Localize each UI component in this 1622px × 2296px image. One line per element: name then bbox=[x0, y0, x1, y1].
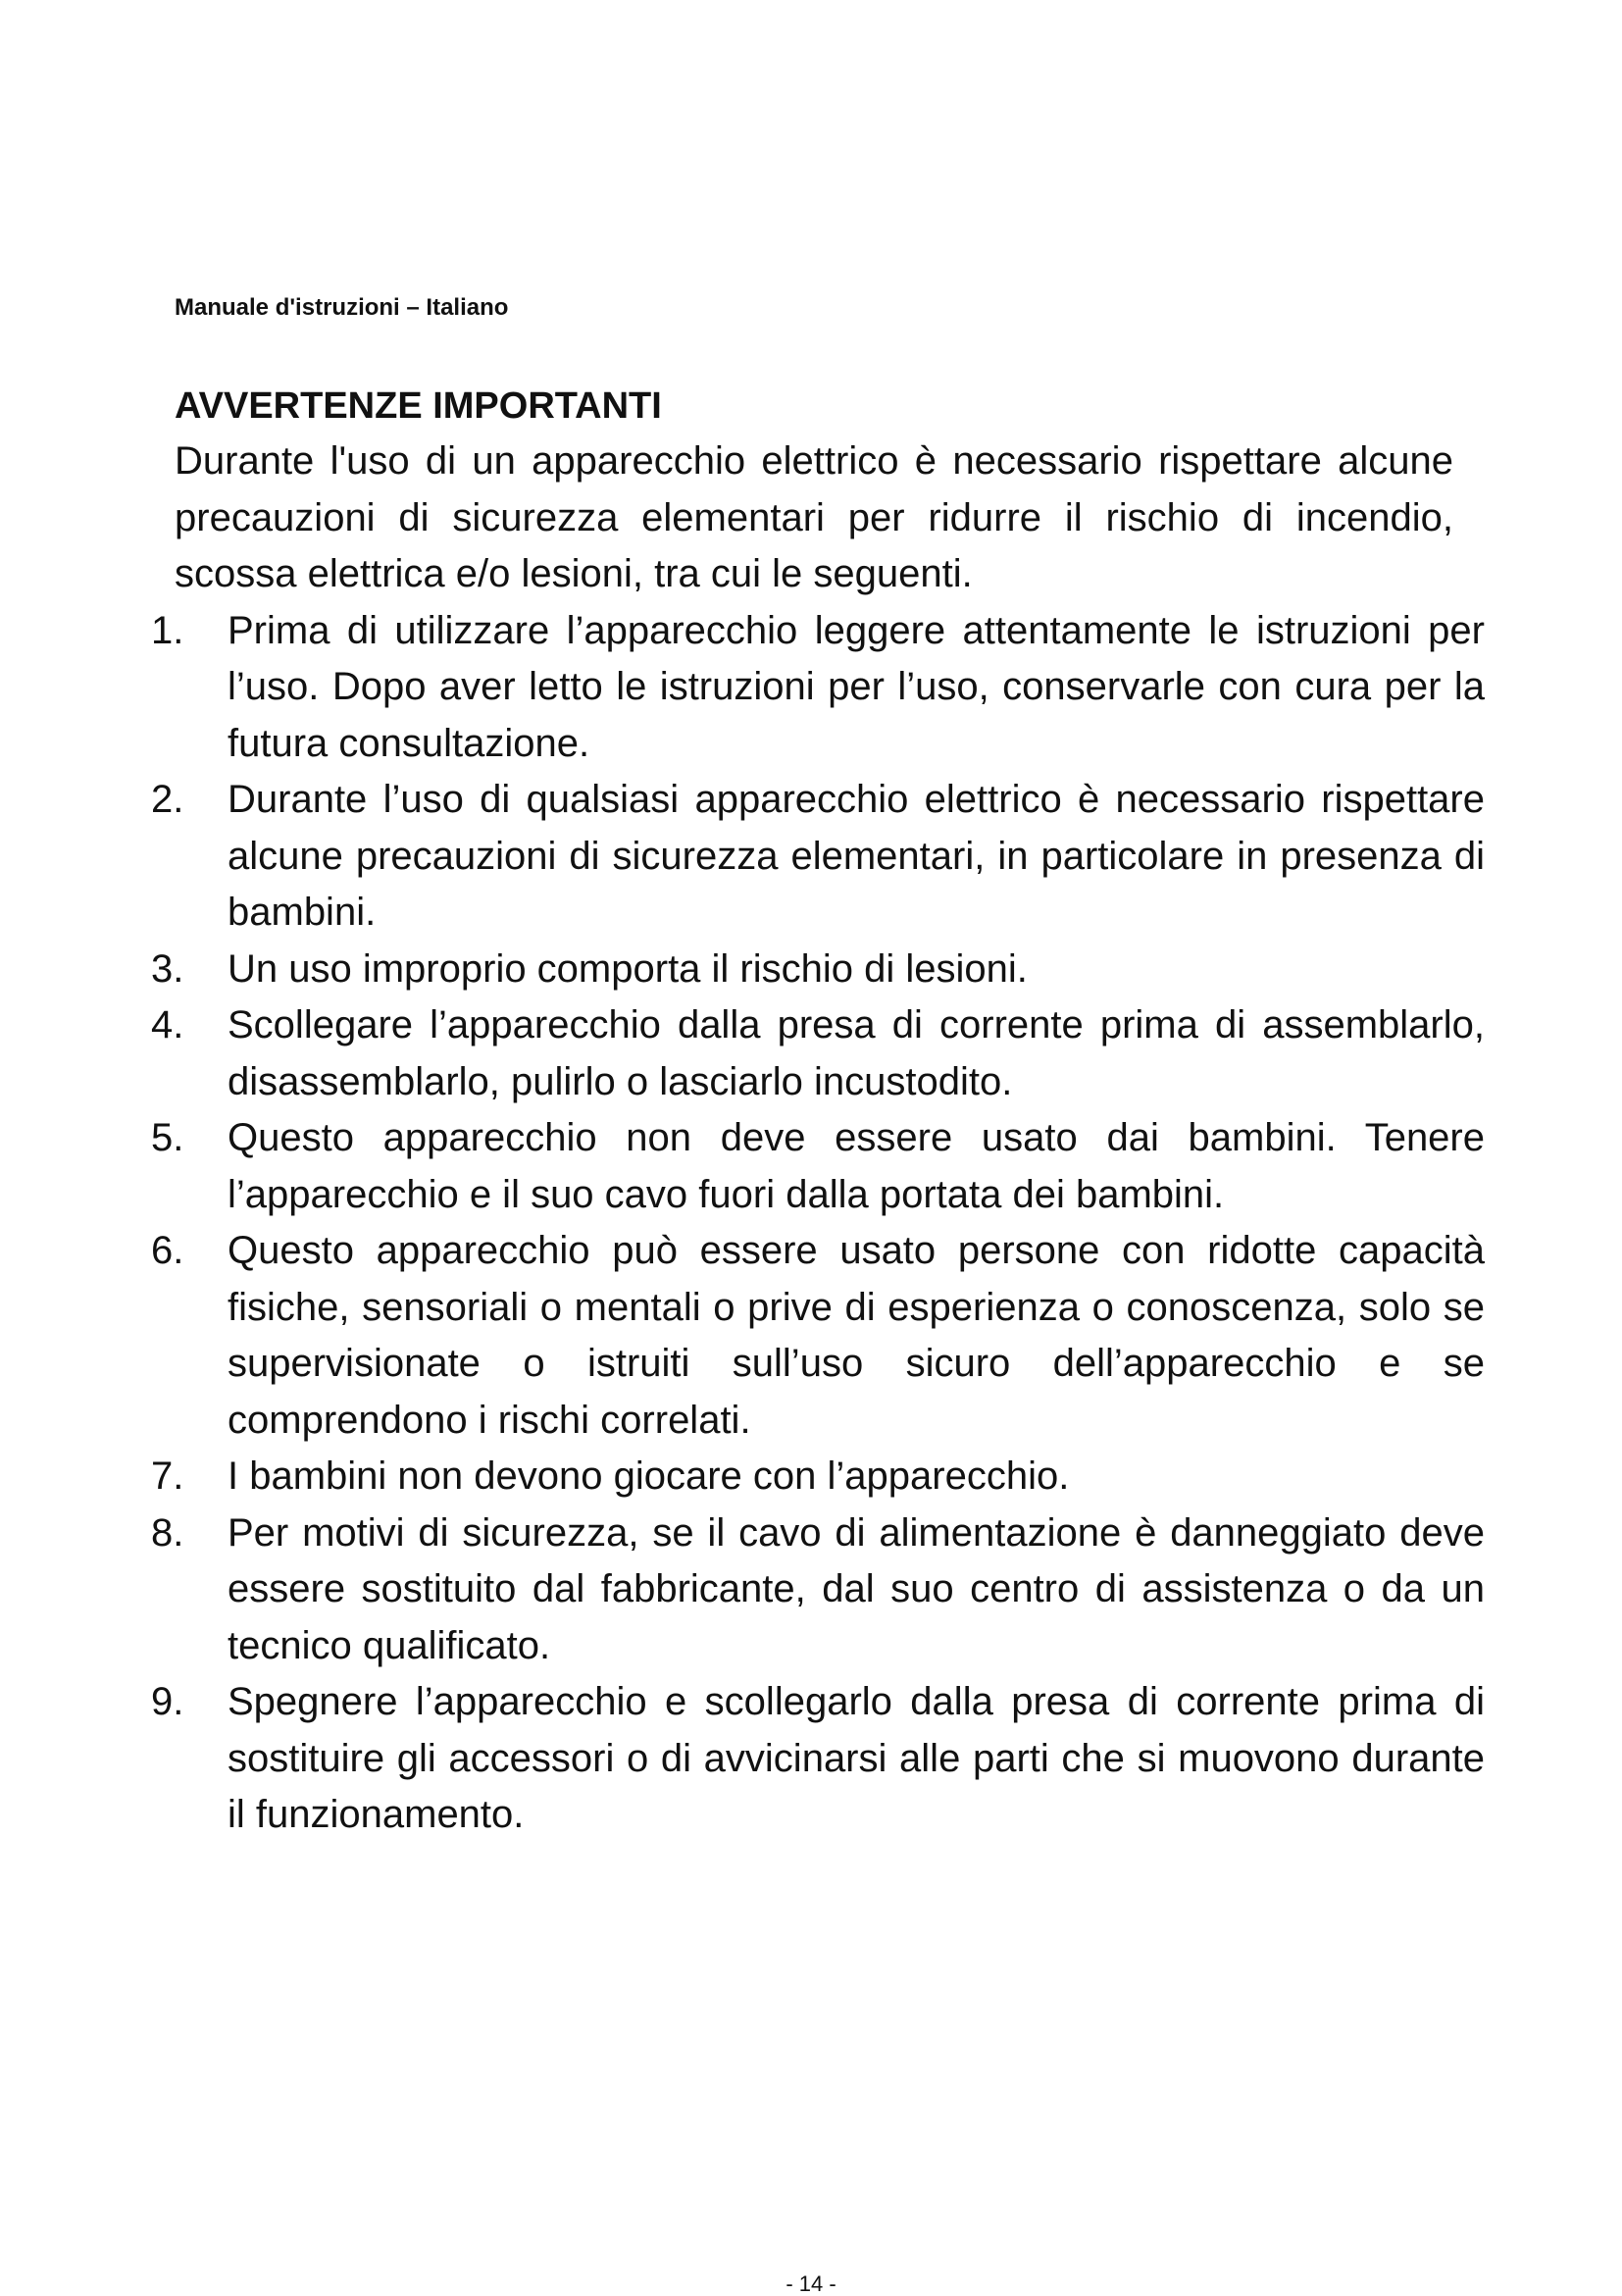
list-item bbox=[151, 1449, 1485, 1505]
section-title: AVVERTENZE IMPORTANTI bbox=[175, 385, 662, 427]
list-item-number: 3. bbox=[151, 946, 184, 991]
list-item-text: Spegnere l’apparecchio e scollegarlo dalla presa di corrente prima di sostituire gli accessori o di avvicinarsi alle parti che si muovono durante il funzionamento. bbox=[228, 1680, 1485, 1836]
document-body bbox=[151, 379, 1485, 1844]
list-item-number: 8. bbox=[151, 1510, 184, 1555]
list-item bbox=[151, 1110, 1485, 1223]
list-item-number: 4. bbox=[151, 1003, 184, 1046]
list-item-text: Prima di utilizzare l’apparecchio leggere attentamente le istruzioni per l’uso. Dopo aver letto le istruzioni per l’uso, conservarle con cura per la futura consultazione. bbox=[228, 608, 1485, 765]
list-item-text: Durante l’uso di qualsiasi apparecchio elettrico è necessario rispettare alcune precauzioni di sicurezza elementari, in particolare in presenza di bambini. bbox=[228, 778, 1485, 934]
list-item bbox=[151, 997, 1485, 1110]
list-item bbox=[151, 1223, 1485, 1449]
list-item bbox=[151, 1505, 1485, 1675]
list-item bbox=[151, 1674, 1485, 1844]
list-item-text: Questo apparecchio non deve essere usato dai bambini. Tenere l’apparecchio e il suo cavo fuori dalla portata dei bambini. bbox=[228, 1116, 1485, 1216]
list-item bbox=[151, 603, 1485, 773]
list-item bbox=[151, 772, 1485, 942]
list-item-number: 9. bbox=[151, 1680, 184, 1723]
page-number: - 14 - bbox=[786, 2271, 836, 2296]
list-item-text: Questo apparecchio può essere usato persone con ridotte capacità fisiche, sensoriali o mentali o prive di esperienza o conoscenza, solo se supervisionate o istruiti sull’uso sicuro dell’apparecchio e se comprendono i rischi correlati. bbox=[228, 1229, 1485, 1442]
list-item-number: 5. bbox=[151, 1116, 184, 1159]
list-item-number: 7. bbox=[151, 1454, 184, 1498]
list-item-text: Scollegare l’apparecchio dalla presa di corrente prima di assemblarlo, disassemblarlo, pulirlo o lasciarlo incustodito. bbox=[228, 1003, 1485, 1103]
list-item-text: Per motivi di sicurezza, se il cavo di alimentazione è danneggiato deve essere sostituito dal fabbricante, dal suo centro di assistenza o da un tecnico qualificato. bbox=[228, 1510, 1485, 1667]
list-item-number: 1. bbox=[151, 608, 184, 652]
list-item-text: Un uso improprio comporta il rischio di lesioni. bbox=[228, 946, 1028, 991]
list-item bbox=[151, 942, 1485, 998]
list-item-number: 2. bbox=[151, 778, 184, 821]
list-item-text: I bambini non devono giocare con l’apparecchio. bbox=[228, 1454, 1070, 1498]
running-header: Manuale d'istruzioni – Italiano bbox=[175, 294, 509, 321]
list-item-number: 6. bbox=[151, 1229, 184, 1272]
intro-paragraph: Durante l'uso di un apparecchio elettrico è necessario rispettare alcune precauzioni di sicurezza elementari per ridurre il rischio di incendio, scossa elettrica e/o lesioni, tra cui le seguenti. bbox=[175, 439, 1453, 595]
warnings-list bbox=[151, 603, 1485, 1844]
